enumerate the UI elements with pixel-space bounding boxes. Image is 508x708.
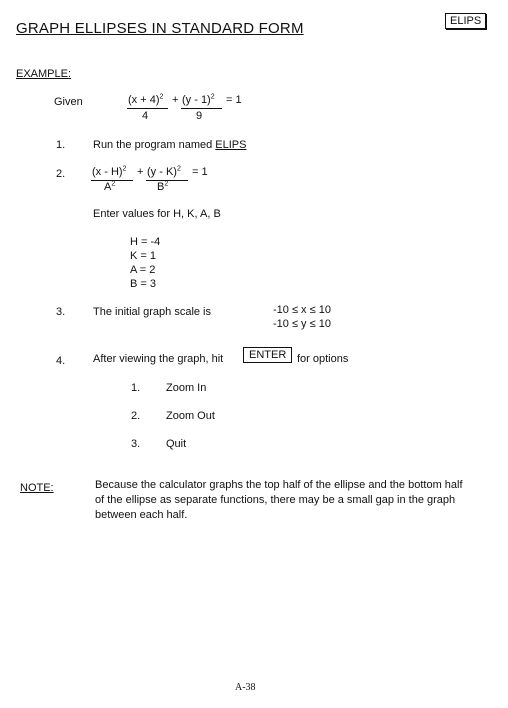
enter-values-text: Enter values for H, K, A, B — [93, 208, 221, 220]
step-4-text: After viewing the graph, hit — [93, 353, 224, 365]
note-line-2: of the ellipse as separate functions, there may be a small gap in the graph — [95, 494, 456, 506]
step-2-number: 2. — [56, 168, 66, 180]
program-tag: ELIPS — [445, 13, 486, 29]
step-1-number: 1. — [56, 139, 66, 151]
given-equals: = 1 — [226, 94, 242, 106]
value-a: A = 2 — [130, 264, 156, 276]
given-denominator-1: 4 — [142, 110, 149, 122]
page-number: A-38 — [235, 682, 256, 693]
value-h: H = -4 — [130, 236, 161, 248]
option-quit: Quit — [166, 438, 187, 450]
step-4-number: 4. — [56, 355, 66, 367]
range-x: -10 ≤ x ≤ 10 — [273, 304, 331, 316]
general-denominator-1: A — [104, 181, 112, 193]
enter-key: ENTER — [243, 347, 292, 363]
step-1-text: Run the program named ELIPS — [93, 139, 247, 151]
option-zoom-out: Zoom Out — [166, 410, 215, 422]
general-plus: + — [137, 166, 144, 178]
note-line-1: Because the calculator graphs the top half of the ellipse and the bottom half — [95, 479, 463, 491]
given-term2: (y - 1) — [182, 94, 211, 106]
option-zoom-in: Zoom In — [166, 382, 207, 394]
general-term1: (x - H) — [92, 166, 123, 178]
program-name: ELIPS — [215, 139, 247, 151]
option-3-number: 3. — [131, 438, 141, 450]
option-2-number: 2. — [131, 410, 141, 422]
general-term2: (y - K) — [147, 166, 177, 178]
value-b: B = 3 — [130, 278, 156, 290]
step-4-text-after: for options — [297, 353, 349, 365]
example-label: EXAMPLE: — [16, 68, 72, 80]
option-1-number: 1. — [131, 382, 141, 394]
note-label: NOTE: — [20, 482, 54, 494]
step-3-number: 3. — [56, 306, 66, 318]
general-denominator-2: B — [157, 181, 165, 193]
given-plus: + — [172, 94, 179, 106]
note-line-3: between each half. — [95, 509, 188, 521]
page-title: GRAPH ELLIPSES IN STANDARD FORM — [16, 20, 304, 37]
range-y: -10 ≤ y ≤ 10 — [273, 318, 331, 330]
given-denominator-2: 9 — [196, 110, 203, 122]
value-k: K = 1 — [130, 250, 156, 262]
step-3-text: The initial graph scale is — [93, 306, 212, 318]
given-label: Given — [54, 96, 83, 108]
given-fraction-bar-2 — [181, 108, 222, 109]
given-term1: (x + 4) — [128, 94, 160, 106]
given-fraction-bar-1 — [127, 108, 168, 109]
general-equals: = 1 — [192, 166, 208, 178]
